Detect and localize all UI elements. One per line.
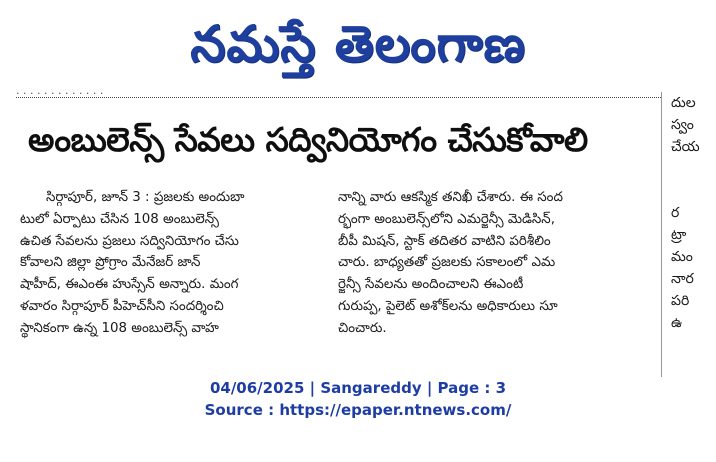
fragment-line: ర [671,205,680,221]
fragment-line [671,158,716,180]
article-line: నాన్ని వారు ఆకస్మిక తనిఖీ చేశారు. ఈ సంద [338,190,563,205]
clipped-text-edge: · · · · · · · · · · · · · [16,88,661,98]
fragment-line: నార [671,271,694,287]
article-line: సిర్గాపూర్, జూన్ 3 : ప్రజలకు అందుబా [46,190,245,205]
fragment-line [671,180,716,202]
article-column-2 [338,187,631,340]
footer [0,376,716,420]
article-column-1 [20,187,313,340]
article-line: బీపీ మిషన్, స్టాక్ తదితర వాటిని పరిశీలిం [338,233,551,249]
article-line: షాహీద్, ఈఎంఈ హుస్సేన్ అన్నారు. మంగ [20,277,239,293]
fragment-line: పరి [671,293,690,309]
article-line: కోవాలని జిల్లా ప్రోగ్రాం మేనేజర్ జాన్ [20,255,201,271]
article-line: గురుప్ప, పైలెట్ అశోక్‌లను అధికారులు సూ [338,298,558,314]
fragment-line: చేయ [671,139,700,155]
newspaper-logo: నమస్తే తెలంగాణ [190,15,526,73]
article-line: ఉచిత సేవలను ప్రజలు సద్వినియోగం చేసు [20,233,239,249]
fragment-line: స్వం [671,117,694,133]
article-line: చారు. బాధ్యతతో ప్రజలకు సకాలంలో ఎమ [338,255,556,271]
article-line: స్థానికంగా ఉన్న 108 అంబులెన్స్ వాహ [20,320,219,336]
masthead [0,0,716,88]
fragment-line: ట్రా [671,227,687,243]
article-line: ళవారం సిర్గాపూర్ పీహెచ్‌సీని సందర్శించి [20,298,224,314]
edition-info: 04/06/2025 | Sangareddy | Page : 3 [209,379,507,397]
article-headline: అంబులెన్స్ సేవలు సద్వినియోగం చేసుకోవాలి [28,120,588,159]
fragment-line: దుల [671,95,696,111]
article-line: టులో ఏర్పాటు చేసిన 108 అంబులెన్స్ [20,211,219,227]
fragment-line: మం [671,249,693,265]
article-line: చించారు. [338,320,387,336]
fragment-line: ఉ [671,315,683,331]
article-line: ర్జెన్సీ సేవలను అందించాలని ఈఎంటీ [338,277,524,293]
source-link[interactable]: Source : https://epaper.ntnews.com/ [204,401,512,419]
news-clipping [16,87,661,377]
adjacent-article-fragment [671,92,716,377]
column-divider [661,92,662,377]
article-line: ర్భంగా అంబులెన్స్‌లోని ఎమర్జెన్సీ మెడిసిన్, [338,211,555,227]
